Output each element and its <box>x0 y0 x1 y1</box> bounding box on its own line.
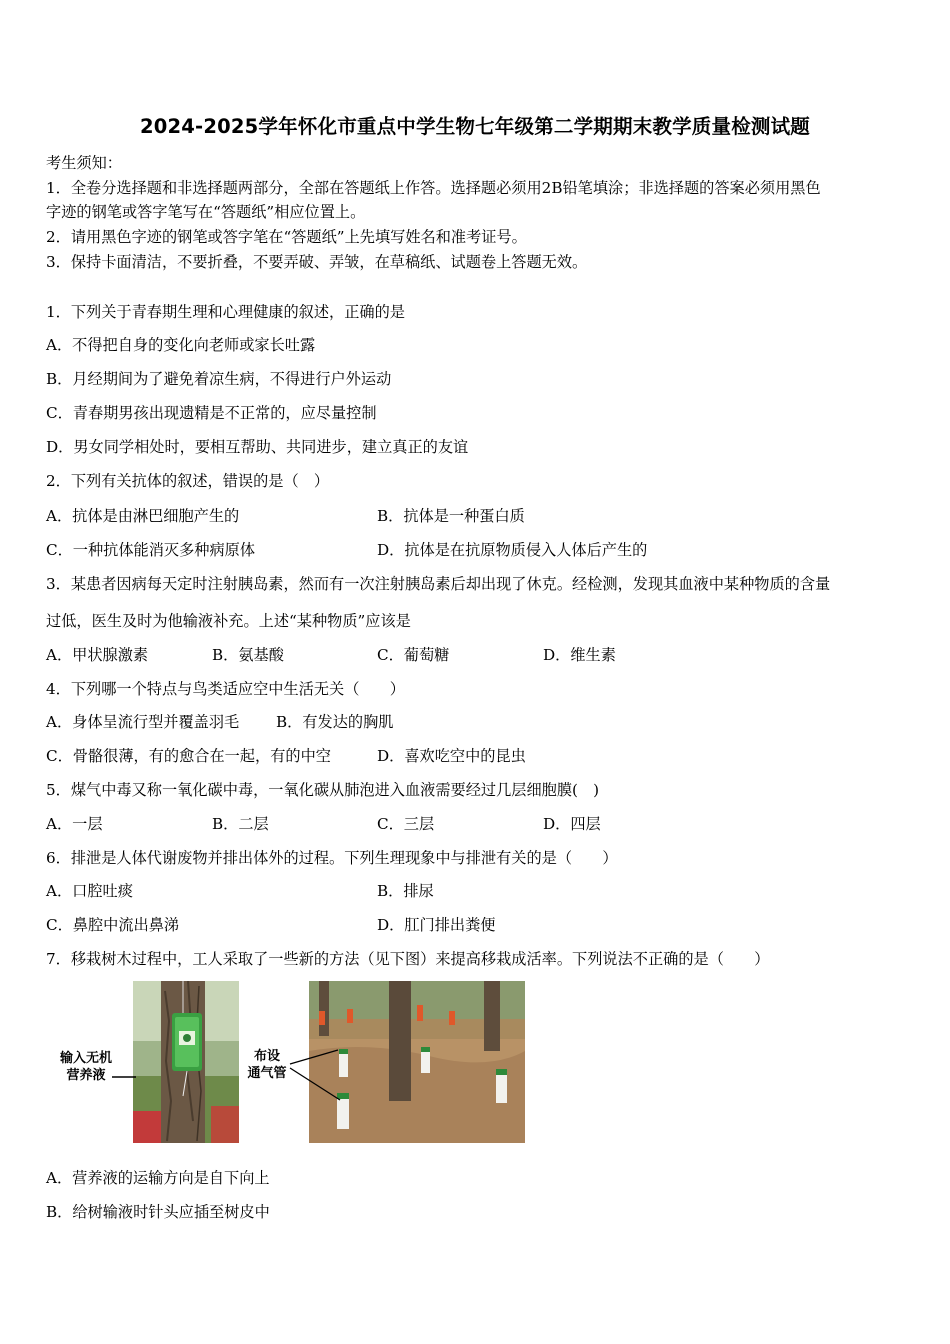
question-stem: 3．某患者因病每天定时注射胰岛素，然而有一次注射胰岛素后却出现了休克。经检测，发现其血液中某种物质的含量 <box>46 575 831 593</box>
option-b: B．有发达的胸肌 <box>276 713 394 731</box>
option-c: C．鼻腔中流出鼻涕 <box>46 916 180 934</box>
question-stem: 6．排泄是人体代谢废物并排出体外的过程。下列生理现象中与排泄有关的是（ ） <box>46 849 618 867</box>
option-a: A．甲状腺激素 <box>46 646 149 664</box>
option-a: A．不得把自身的变化向老师或家长吐露 <box>46 336 316 354</box>
option-b: B．二层 <box>212 815 269 833</box>
option-b: B．月经期间为了避免着凉生病，不得进行户外运动 <box>46 370 392 388</box>
notice-item: 字迹的钢笔或答字笔写在“答题纸”相应位置上。 <box>46 203 366 221</box>
option-b: B．排尿 <box>377 882 434 900</box>
option-a: A．口腔吐痰 <box>46 882 133 900</box>
notice-item: 2．请用黑色字迹的钢笔或答字笔在“答题纸”上先填写姓名和准考证号。 <box>46 228 527 246</box>
page-title: 2024-2025学年怀化市重点中学生物七年级第二学期期末教学质量检测试题 <box>139 115 811 138</box>
option-a: A．抗体是由淋巴细胞产生的 <box>46 507 240 525</box>
option-d: D．维生素 <box>543 646 616 664</box>
notice-item: 3．保持卡面清洁，不要折叠，不要弄破、弄皱，在草稿纸、试题卷上答题无效。 <box>46 253 588 271</box>
question-stem: 4．下列哪一个特点与鸟类适应空中生活无关（ ） <box>46 680 405 698</box>
pointer-lines-right <box>288 1048 348 1108</box>
question-stem-cont: 过低，医生及时为他输液补充。上述“某种物质”应该是 <box>46 612 411 630</box>
option-a: A．营养液的运输方向是自下向上 <box>46 1169 270 1187</box>
notice-header: 考生须知： <box>46 154 122 172</box>
question-stem: 7．移栽树木过程中，工人采取了一些新的方法（见下图）来提高移栽成活率。下列说法不正确的是（ ） <box>46 950 770 968</box>
option-c: C．骨骼很薄，有的愈合在一起，有的中空 <box>46 747 331 765</box>
figure-label-right: 布设 通气管 <box>247 1049 287 1081</box>
option-a: A．一层 <box>46 815 103 833</box>
option-d: D．喜欢吃空中的昆虫 <box>377 747 526 765</box>
option-d: D．男女同学相处时，要相互帮助、共同进步，建立真正的友谊 <box>46 438 469 456</box>
option-c: C．葡萄糖 <box>377 646 450 664</box>
option-b: B．给树输液时针头应插至树皮中 <box>46 1203 270 1221</box>
tree-iv-photo <box>133 981 239 1143</box>
question-stem: 2．下列有关抗体的叙述，错误的是（ ） <box>46 472 330 490</box>
option-b: B．抗体是一种蛋白质 <box>377 507 525 525</box>
option-b: B．氨基酸 <box>212 646 284 664</box>
pointer-line-left <box>112 1064 136 1066</box>
option-c: C．三层 <box>377 815 435 833</box>
option-d: D．肛门排出粪便 <box>377 916 496 934</box>
option-c: C．青春期男孩出现遗精是不正常的，应尽量控制 <box>46 404 377 422</box>
question-stem: 5．煤气中毒又称一氧化碳中毒，一氧化碳从肺泡进入血液需要经过几层细胞膜( ) <box>46 781 600 799</box>
option-d: D．抗体是在抗原物质侵入人体后产生的 <box>377 541 648 559</box>
question-stem: 1．下列关于青春期生理和心理健康的叙述，正确的是 <box>46 303 405 321</box>
option-a: A．身体呈流行型并覆盖羽毛 <box>46 713 240 731</box>
option-c: C．一种抗体能消灭多种病原体 <box>46 541 256 559</box>
option-d: D．四层 <box>543 815 601 833</box>
notice-item: 1．全卷分选择题和非选择题两部分，全部在答题纸上作答。选择题必须用2B铅笔填涂；非选择题的答案必须用黑色 <box>46 179 821 197</box>
figure-label-left: 输入无机 营养液 <box>59 1051 112 1083</box>
